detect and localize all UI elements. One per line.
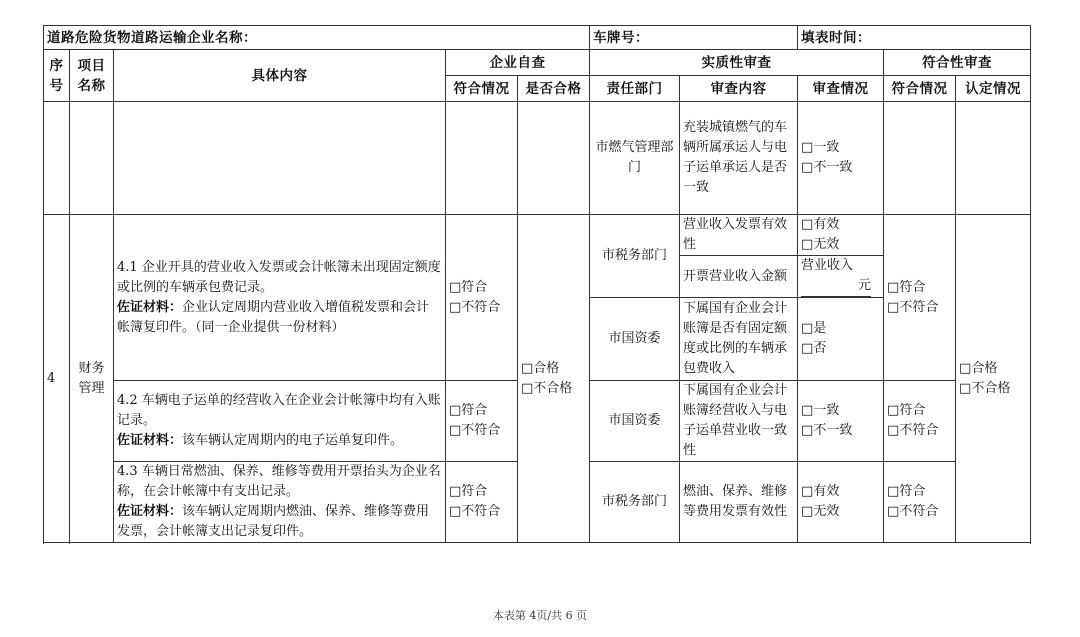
header-review-status: 审查情况 bbox=[798, 76, 884, 102]
section4-row-1 bbox=[44, 215, 1031, 256]
comp-conform-4-1[interactable]: □符合 □不符合 bbox=[884, 215, 956, 381]
review-content-invoice-validity: 营业收入发票有效性 bbox=[680, 215, 798, 256]
cont-status-checkboxes[interactable]: □一致 □不一致 bbox=[798, 102, 884, 215]
header-self-conform: 符合情况 bbox=[446, 76, 518, 102]
title-row bbox=[44, 26, 1031, 50]
review-content-fixed-fee: 下属国有企业会计账簿是否有固定额度或比例的车辆承包费收入 bbox=[680, 298, 798, 381]
item-4-2-evidence-label: 佐证材料： bbox=[117, 433, 183, 448]
section4-pass-checkboxes[interactable]: □合格 □不合格 bbox=[518, 215, 590, 543]
item-4-1 bbox=[114, 215, 446, 381]
header-comp-determine: 认定情况 bbox=[956, 76, 1031, 102]
review-dept-tax-2: 市税务部门 bbox=[590, 462, 680, 543]
section4-determine-checkboxes[interactable]: □合格 □不合格 bbox=[956, 215, 1031, 543]
item-4-3-text: 4.3 车辆日常燃油、保养、维修等费用开票抬头为企业名称，在会计帐簿中有支出记录。 bbox=[117, 464, 441, 499]
cont-dept: 市燃气管理部门 bbox=[590, 102, 680, 215]
header-comp-conform: 符合情况 bbox=[884, 76, 956, 102]
review-dept-tax-1: 市税务部门 bbox=[590, 215, 680, 298]
item-4-2 bbox=[114, 381, 446, 462]
item-4-3-evidence-label: 佐证材料： bbox=[117, 504, 183, 519]
review-status-invoice-validity[interactable]: □有效 □无效 bbox=[798, 215, 884, 256]
item-4-1-conform-checkboxes[interactable]: □符合 □不符合 bbox=[446, 215, 518, 381]
continuation-row bbox=[44, 102, 1031, 215]
review-content-invoice-amount: 开票营业收入金额 bbox=[680, 256, 798, 298]
review-dept-sasac-1: 市国资委 bbox=[590, 298, 680, 381]
item-4-1-evidence-label: 佐证材料： bbox=[117, 299, 183, 315]
header-self-pass: 是否合格 bbox=[518, 76, 590, 102]
cont-review-content: 充装城镇燃气的车辆所属承运人与电子运单承运人是否一致 bbox=[680, 102, 798, 215]
fill-date-label: 填表时间： bbox=[798, 26, 1031, 50]
inspection-table bbox=[43, 25, 1031, 543]
header-seq: 序号 bbox=[44, 50, 70, 102]
item-4-2-text: 4.2 车辆电子运单的经营收入在企业会计帐簿中均有入账记录。 bbox=[117, 393, 441, 428]
income-label: 营业收入 bbox=[801, 258, 854, 273]
review-content-expense-invoice: 燃油、保养、维修等费用发票有效性 bbox=[680, 462, 798, 543]
review-status-income-field[interactable] bbox=[798, 256, 884, 298]
section4-seq: 4 bbox=[44, 215, 70, 543]
income-unit: 元 bbox=[858, 278, 872, 293]
company-name-label: 道路危险货物道路运输企业名称： bbox=[44, 26, 590, 50]
review-content-income-consistency: 下属国有企业会计账簿经营收入与电子运单营业收一致性 bbox=[680, 381, 798, 462]
section4-item-name: 财务管理 bbox=[70, 215, 114, 543]
header-substantive-review: 实质性审查 bbox=[590, 50, 884, 76]
header-review-content: 审查内容 bbox=[680, 76, 798, 102]
plate-number-label: 车牌号： bbox=[590, 26, 798, 50]
review-status-income-consistency[interactable]: □一致 □不一致 bbox=[798, 381, 884, 462]
header-item-name: 项目名称 bbox=[70, 50, 114, 102]
item-4-2-evidence: 该车辆认定周期内的电子运单复印件。 bbox=[182, 433, 404, 448]
item-4-2-conform-checkboxes[interactable]: □符合 □不符合 bbox=[446, 381, 518, 462]
item-4-3-evidence: 该车辆认定周期内燃油、保养、维修等费用发票，会计帐簿支出记录复印件。 bbox=[117, 504, 430, 539]
item-4-3-conform-checkboxes[interactable]: □符合 □不符合 bbox=[446, 462, 518, 543]
item-4-1-evidence: 企业认定周期内营业收入增值税发票和会计帐簿复印件。（同一企业提供一份材料） bbox=[117, 299, 430, 335]
header-row-1 bbox=[44, 50, 1031, 76]
header-content: 具体内容 bbox=[114, 50, 446, 102]
inspection-form bbox=[43, 25, 1030, 543]
review-dept-sasac-2: 市国资委 bbox=[590, 381, 680, 462]
header-dept: 责任部门 bbox=[590, 76, 680, 102]
header-compliance-review: 符合性审查 bbox=[884, 50, 1031, 76]
page-footer: 本表第 4页/共 6 页 bbox=[492, 609, 588, 622]
income-amount-blank[interactable] bbox=[801, 276, 871, 297]
review-status-expense-invoice[interactable]: □有效 □无效 bbox=[798, 462, 884, 543]
comp-conform-4-2[interactable]: □符合 □不符合 bbox=[884, 381, 956, 462]
header-self-check: 企业自查 bbox=[446, 50, 590, 76]
item-4-3 bbox=[114, 462, 446, 543]
item-4-1-text: 4.1 企业开具的营业收入发票或会计帐簿未出现固定额度或比例的车辆承包费记录。 bbox=[117, 259, 441, 295]
comp-conform-4-3[interactable]: □符合 □不符合 bbox=[884, 462, 956, 543]
review-status-fixed-fee[interactable]: □是 □否 bbox=[798, 298, 884, 381]
